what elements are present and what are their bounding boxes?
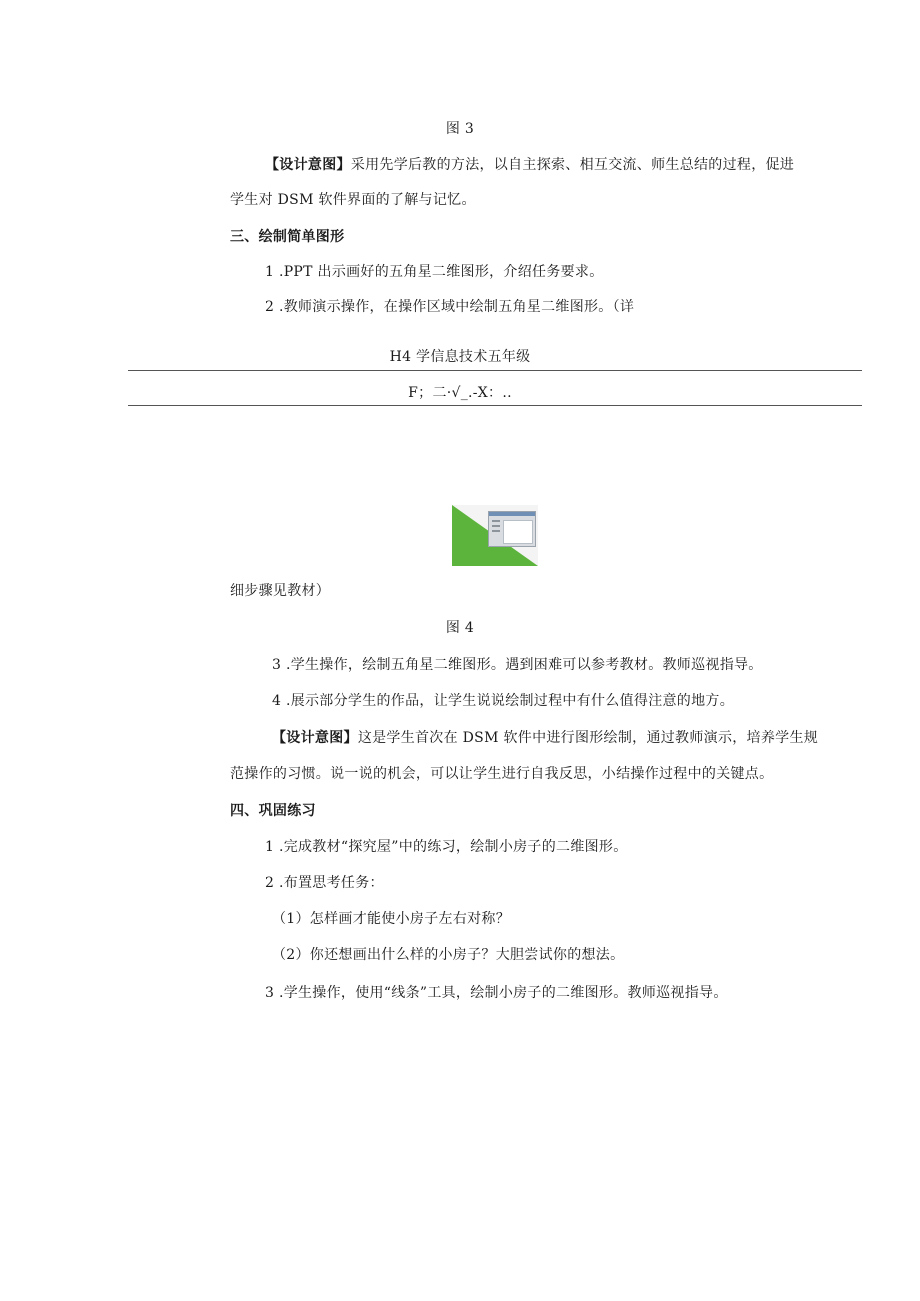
section-4-sub-2: （2）你还想画出什么样的小房子？大胆尝试你的想法。 xyxy=(272,947,625,963)
design-intent-label: 【设计意图】 xyxy=(272,730,358,746)
design-intent-label: 【设计意图】 xyxy=(265,157,351,173)
figure-4-image xyxy=(452,505,538,566)
section-3-item-2: 2 .教师演示操作，在操作区域中绘制五角星二维图形。（详 xyxy=(265,299,635,315)
header-rule-bottom xyxy=(128,405,862,406)
screenshot-window xyxy=(488,511,536,547)
section-3-item-2-cont: 细步骤见教材） xyxy=(230,583,331,599)
figure-3-caption: 图 3 xyxy=(445,121,475,137)
menu-row xyxy=(492,520,500,522)
design-intent-paragraph-1 xyxy=(265,155,794,175)
design-intent-text: 这是学生首次在 DSM 软件中进行图形绘制，通过教师演示，培养学生规 xyxy=(357,730,819,746)
section-4-title: 四、巩固练习 xyxy=(230,803,316,819)
page-header-title: H4 学信息技术五年级 xyxy=(389,349,531,365)
window-titlebar xyxy=(489,512,535,516)
section-3-item-1: 1 .PPT 出示画好的五角星二维图形，介绍任务要求。 xyxy=(265,264,604,280)
design-intent-paragraph-1-cont: 学生对 DSM 软件界面的了解与记忆。 xyxy=(230,192,476,208)
section-3-item-3: 3 .学生操作，绘制五角星二维图形。遇到困难可以参考教材。教师巡视指导。 xyxy=(272,657,763,673)
header-rule-top xyxy=(128,370,862,371)
menu-row xyxy=(492,525,500,527)
section-3-title: 三、绘制简单图形 xyxy=(230,229,345,245)
menu-row xyxy=(492,530,500,532)
design-intent-text: 采用先学后教的方法，以自主探索、相互交流、师生总结的过程，促进 xyxy=(350,157,795,173)
section-4-item-2: 2 .布置思考任务： xyxy=(265,875,384,891)
section-3-item-4: 4 .展示部分学生的作品，让学生说说绘制过程中有什么值得注意的地方。 xyxy=(272,693,735,709)
section-4-item-3: 3 .学生操作，使用“线条”工具，绘制小房子的二维图形。教师巡视指导。 xyxy=(265,985,728,1001)
section-4-item-1: 1 .完成教材“探究屋”中的练习，绘制小房子的二维图形。 xyxy=(265,839,628,855)
design-intent-paragraph-2 xyxy=(272,728,818,748)
figure-4-caption: 图 4 xyxy=(445,620,475,636)
design-intent-paragraph-2-cont: 范操作的习惯。说一说的机会，可以让学生进行自我反思，小结操作过程中的关键点。 xyxy=(230,766,774,782)
section-4-sub-1: （1）怎样画才能使小房子左右对称？ xyxy=(272,911,511,927)
page-header-garbled: F；二·√_.-X：.. xyxy=(408,385,512,401)
window-pane xyxy=(503,520,533,544)
